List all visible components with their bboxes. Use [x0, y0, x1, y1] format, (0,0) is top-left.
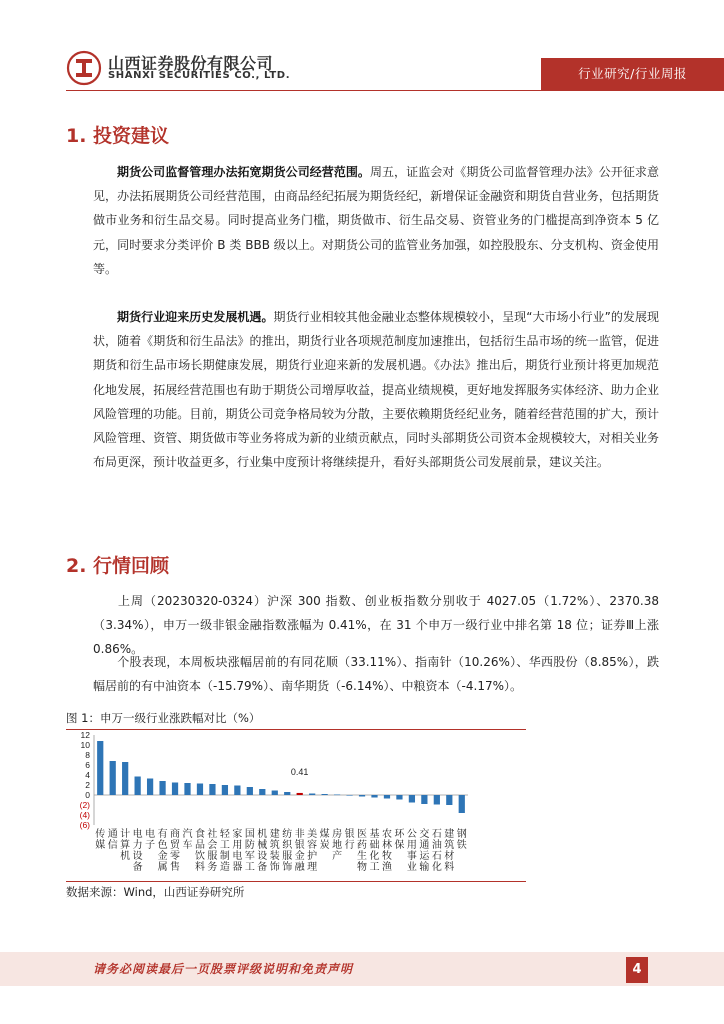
category-label: 媒: [95, 840, 106, 851]
category-label: 轻: [219, 829, 230, 840]
category-label: 零: [170, 851, 181, 862]
bar-煤炭: [322, 794, 328, 795]
category-label: 铁: [456, 840, 467, 851]
header-divider: [66, 90, 724, 91]
category-label: 器: [232, 862, 243, 873]
bar-基础化工: [371, 795, 377, 798]
category-label: 计: [120, 829, 131, 840]
category-label: 汽: [182, 829, 193, 840]
category-label: 机: [120, 851, 131, 862]
category-label: 家: [232, 829, 243, 840]
bar-社会服务: [209, 784, 215, 795]
bar-公用事业: [409, 795, 415, 803]
category-label: 容: [307, 840, 318, 851]
category-label: 护: [307, 851, 318, 862]
category-label: 饮: [194, 851, 205, 862]
category-label: 制: [219, 851, 230, 862]
category-label: 电: [145, 829, 156, 840]
category-label: 金: [294, 851, 305, 862]
category-label: 石: [431, 829, 442, 840]
category-label: 料: [194, 862, 205, 873]
category-label: 林: [381, 840, 392, 851]
category-label: 算: [120, 840, 131, 851]
company-logo-icon: [66, 50, 102, 86]
category-label: 军: [244, 851, 255, 862]
category-label: 食: [194, 829, 205, 840]
paragraph-body: 上周（20230320-0324）沪深 300 指数、创业板指数分别收于 4027.05（1.72%）、2370.38（3.34%），申万一级非银金融指数涨幅为 0.41%，在 31 个申万一级行业中排名第 18 位；证券Ⅲ上涨 0.86%。: [93, 594, 659, 657]
category-label: 交: [419, 829, 430, 840]
category-label: 材: [444, 851, 455, 862]
category-label: 设: [132, 851, 143, 862]
page-number: 4: [626, 957, 648, 983]
bar-农林牧渔: [384, 795, 390, 799]
bar-家用电器: [234, 786, 240, 796]
category-label: 服: [207, 851, 218, 862]
bar-电力设备: [135, 777, 141, 796]
bar-建筑材料: [446, 795, 452, 805]
category-label: 运: [419, 851, 430, 862]
category-label: 煤: [319, 829, 330, 840]
y-tick-label: (6): [79, 820, 90, 830]
bar-交通运输: [421, 795, 427, 804]
industry-return-bar-chart: [66, 729, 526, 879]
category-label: 行: [344, 840, 355, 851]
y-tick-label: 4: [85, 770, 90, 780]
paragraph-stock-review: [93, 650, 659, 698]
bar-建筑装饰: [272, 791, 278, 796]
category-label: 业: [406, 862, 417, 873]
category-label: 电: [132, 829, 143, 840]
category-label: 力: [132, 840, 143, 851]
y-tick-label: 2: [85, 780, 90, 790]
category-label: 农: [381, 829, 392, 840]
category-label: 生: [357, 851, 368, 862]
section-title-investment: 1. 投资建议: [66, 125, 170, 147]
category-label: 属: [157, 862, 168, 873]
category-label: 融: [294, 862, 305, 873]
category-label: 会: [207, 840, 218, 851]
category-label: 饰: [269, 862, 280, 873]
category-label: 色: [157, 840, 168, 851]
section-title-market-review: 2. 行情回顾: [66, 555, 170, 577]
bar-汽车: [184, 783, 190, 795]
y-tick-label: (4): [79, 810, 90, 820]
bar-美容护理: [309, 794, 315, 796]
category-label: 化: [431, 862, 442, 873]
company-name-cn: 山西证券股份有限公司: [108, 54, 274, 73]
category-label: 备: [257, 862, 268, 873]
category-label: 务: [207, 862, 218, 873]
category-label: 售: [170, 862, 181, 873]
category-label: 房: [332, 829, 343, 840]
category-label: 造: [219, 862, 230, 873]
category-label: 机: [257, 829, 268, 840]
bar-国防军工: [247, 787, 253, 795]
category-label: 物: [357, 862, 368, 873]
category-label: 电: [232, 851, 243, 862]
paragraph-body: 个股表现，本周板块涨幅居前的有同花顺（33.11%）、指南针（10.26%）、华西股份（8.85%），跌幅居前的有中油资本（-15.79%）、南华期货（-6.14%）、中粮资本（-4.17%）。: [93, 655, 659, 694]
category-label: 有: [157, 829, 168, 840]
category-label: 商: [170, 829, 181, 840]
category-label: 石: [431, 851, 442, 862]
category-label: 环: [394, 829, 405, 840]
figure-title: 图 1：申万一级行业涨跌幅对比（%）: [66, 710, 526, 730]
category-label: 织: [282, 840, 293, 851]
figure-source: 数据来源：Wind，山西证券研究所: [66, 881, 526, 900]
highlight-data-label: 0.41: [290, 766, 309, 777]
paragraph-body: 期货行业相较其他金融业态整体规模较小，呈现“大市场小行业”的发展现状，随着《期货和衍生品法》的推出，期货行业各项规范制度加速推出，包括衍生品市场的统一监管，促进期货和衍生品市场长期健康发展，期货行业迎来新的发展机遇。《办法》推出后，期货行业预计将更加规范化地发展，拓展经营范围也有助于期货公司增厚收益，提高业绩规模，更好地发挥服务实体经济、助力企业风险管理的功能。目前，期货公司竞争格局较为分散，主要依赖期货经纪业务，随着经营范围的扩大，预计风险管理、资管、期货做市等业务将成为新的业绩贡献点，同时头部期货公司资本金规模较大，对相关业务布局更深，预计收益更多，行业集中度预计将继续提升，看好头部期货公司发展前景，建议关注。: [93, 310, 659, 470]
category-label: 渔: [381, 862, 392, 873]
category-label: 钢: [456, 829, 467, 840]
category-label: 用: [406, 840, 417, 851]
y-tick-label: 8: [85, 750, 90, 760]
category-label: 炭: [319, 840, 330, 851]
bar-传媒: [97, 741, 103, 795]
category-label: 备: [132, 862, 143, 873]
category-label: 品: [194, 840, 205, 851]
bar-银行: [346, 795, 352, 796]
category-label: 产: [332, 851, 343, 862]
category-label: 药: [357, 840, 368, 851]
category-label: 化: [369, 851, 380, 862]
paragraph-lead: 期货公司监督管理办法拓宽期货公司经营范围。: [117, 165, 370, 179]
category-label: 饰: [282, 862, 293, 873]
disclaimer-note: 请务必阅读最后一页股票评级说明和免责声明: [93, 962, 354, 976]
category-label: 牧: [381, 851, 392, 862]
category-label: 医: [357, 829, 368, 840]
bar-有色金属: [159, 781, 165, 795]
category-label: 输: [419, 862, 430, 873]
bar-环保: [396, 795, 402, 800]
category-label: 筑: [444, 840, 455, 851]
paragraph-body: 周五，证监会对《期货公司监督管理办法》公开征求意见，办法拓展期货公司经营范围，由商品经纪拓展为期货经纪，新增保证金融资和期货自营业务，包括期货做市业务和衍生品交易。同时提高业务门槛，期货做市、衍生品交易、资管业务的门槛提高到净资本 5 亿元，同时要求分类评价 B 类 BBB 级以上。对期货公司的监管业务加强，如控股股东、分支机构、资金使用等。: [93, 165, 659, 276]
category-label: 非: [294, 829, 305, 840]
category-label: 贸: [170, 840, 181, 851]
category-label: 装: [269, 851, 280, 862]
category-label: 信: [107, 840, 118, 851]
category-label: 公: [406, 829, 417, 840]
category-label: 保: [394, 840, 405, 851]
category-label: 工: [219, 840, 230, 851]
bar-轻工制造: [222, 785, 228, 795]
bar-石油石化: [434, 795, 440, 805]
paragraph-lead: 期货行业迎来历史发展机遇。: [117, 310, 274, 324]
category-label: 银: [294, 840, 305, 851]
bar-非银金融: [297, 793, 303, 795]
category-label: 传: [95, 829, 106, 840]
y-tick-label: 0: [85, 790, 90, 800]
category-label: 用: [232, 840, 243, 851]
bar-医药生物: [359, 795, 365, 797]
bar-纺织服饰: [284, 792, 290, 795]
bar-钢铁: [459, 795, 465, 813]
report-category-tag: 行业研究/行业周报: [541, 58, 724, 90]
category-label: 理: [307, 862, 318, 873]
category-label: 社: [207, 829, 218, 840]
category-label: 子: [145, 840, 156, 851]
bar-商贸零售: [172, 783, 178, 796]
category-label: 防: [244, 840, 255, 851]
category-label: 车: [182, 840, 193, 851]
category-label: 建: [269, 829, 280, 840]
category-label: 筑: [269, 840, 280, 851]
y-tick-label: 6: [85, 760, 90, 770]
bar-通信: [110, 761, 116, 795]
bar-食品饮料: [197, 784, 203, 796]
category-label: 服: [282, 851, 293, 862]
category-label: 料: [444, 862, 455, 873]
category-label: 纺: [282, 829, 293, 840]
category-label: 械: [257, 840, 268, 851]
category-label: 地: [332, 840, 343, 851]
bar-机械设备: [259, 789, 265, 795]
bar-计算机: [122, 762, 128, 795]
bar-房地产: [334, 795, 340, 796]
category-label: 油: [431, 840, 442, 851]
category-label: 通: [107, 829, 118, 840]
paragraph-futures-regulation: [93, 160, 659, 281]
category-label: 事: [406, 851, 417, 862]
paragraph-futures-opportunity: [93, 305, 659, 474]
category-label: 设: [257, 851, 268, 862]
category-label: 建: [444, 829, 455, 840]
category-label: 美: [307, 829, 318, 840]
y-tick-label: (2): [79, 800, 90, 810]
category-label: 银: [344, 829, 355, 840]
category-label: 国: [244, 829, 255, 840]
category-label: 通: [419, 840, 430, 851]
category-label: 工: [244, 862, 255, 873]
category-label: 基: [369, 829, 380, 840]
category-label: 金: [157, 851, 168, 862]
y-tick-label: 12: [80, 730, 90, 740]
category-label: 工: [369, 862, 380, 873]
bar-电子: [147, 779, 153, 796]
category-label: 础: [369, 840, 380, 851]
company-name-en: SHANXI SECURITIES CO., LTD.: [108, 70, 291, 81]
y-tick-label: 10: [80, 740, 90, 750]
